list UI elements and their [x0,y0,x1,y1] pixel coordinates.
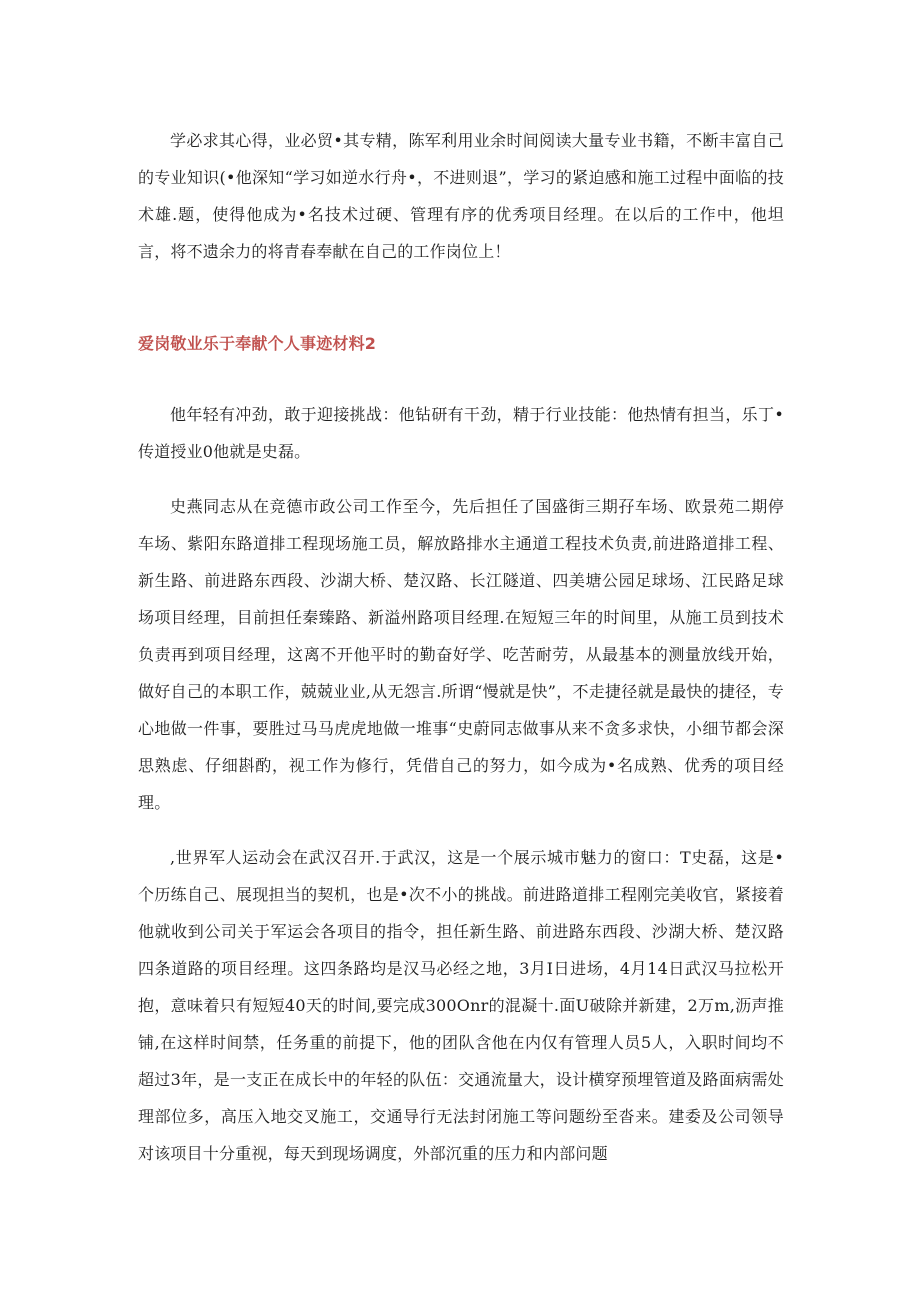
body-paragraph-1: 学必求其心得，业必贸•其专精，陈军利用业余时间阅读大量专业书籍，不断丰富自己的专业知识(•他深知“学习如逆水行舟•，不进则退”，学习的紧迫感和施工过程中面临的技术雄.题，使得他成为•名技术过硬、管理有序的优秀项目经理。在以后的工作中，他坦言，将不遗余力的将青春奉献在自己的工作岗位上！ [138,131,784,261]
section-heading: 爱岗敬业乐于奉献个人事迹材料2 [138,334,377,353]
body-paragraph-2: 他年轻有冲劲，敢于迎接挑战：他钻研有干劲，精于行业技能：他热情有担当，乐丁•传道授业0他就是史磊。 [138,405,784,461]
body-paragraph-4: ,世界军人运动会在武汉召开.于武汉，这是一个展示城市魅力的窗口：T史磊，这是•个历练自己、展现担当的契机，也是•次不小的挑战。前进路道排工程刚完美收官，紧接着他就收到公司关于军运会各项目的指令，担任新生路、前进路东西段、沙湖大桥、楚汉路四条道路的项目经理。这四条路均是汉马必经之地，3月I日进场，4月14日武汉马拉松开抱，意味着只有短短40天的时间,要完成300Onr的混凝十.面U破除并新建，2万m,沥声推铺,在这样时间禁，任务重的前提下，他的团队含他在内仅有管理人员5人，入职时间均不超过3年，是一支正在成长中的年轻的队伍：交通流量大，设计横穿预埋管道及路面病需处理部位多，高压入地交叉施工，交通导行无法封闭施工等问题纷至沓来。建委及公司领导对该项目十分重视，每天到现场调度，外部沉重的压力和内部问题 [138,848,784,1163]
body-paragraph-3: 史燕同志从在竞德市政公司工作至今，先后担任了国盛街三期孖车场、欧景苑二期停车场、紫阳东路道排工程现场施工员，解放路排水主通道工程技术负责,前进路道排工程、新生路、前进路东西段、沙湖大桥、楚汉路、长江隧道、四美塘公园足球场、江民路足球场项目经理，目前担任秦臻路、新溢州路项目经理.在短短三年的时间里，从施工员到技术负责再到项目经理，这离不开他平时的勤奋好学、吃苦耐劳，从最基本的测量放线开始，做好自己的本职工作，兢兢业业,从无怨言.所谓“慢就是快”，不走捷径就是最快的捷径，专心地做一件事，要胜过马马虎虎地做一堆事“史蔚同志做事从来不贪多求快，小细节都会深思熟虑、仔细斟酌，视工作为修行，凭借自己的努力，如今成为•名成熟、优秀的项目经理。 [138,497,784,812]
